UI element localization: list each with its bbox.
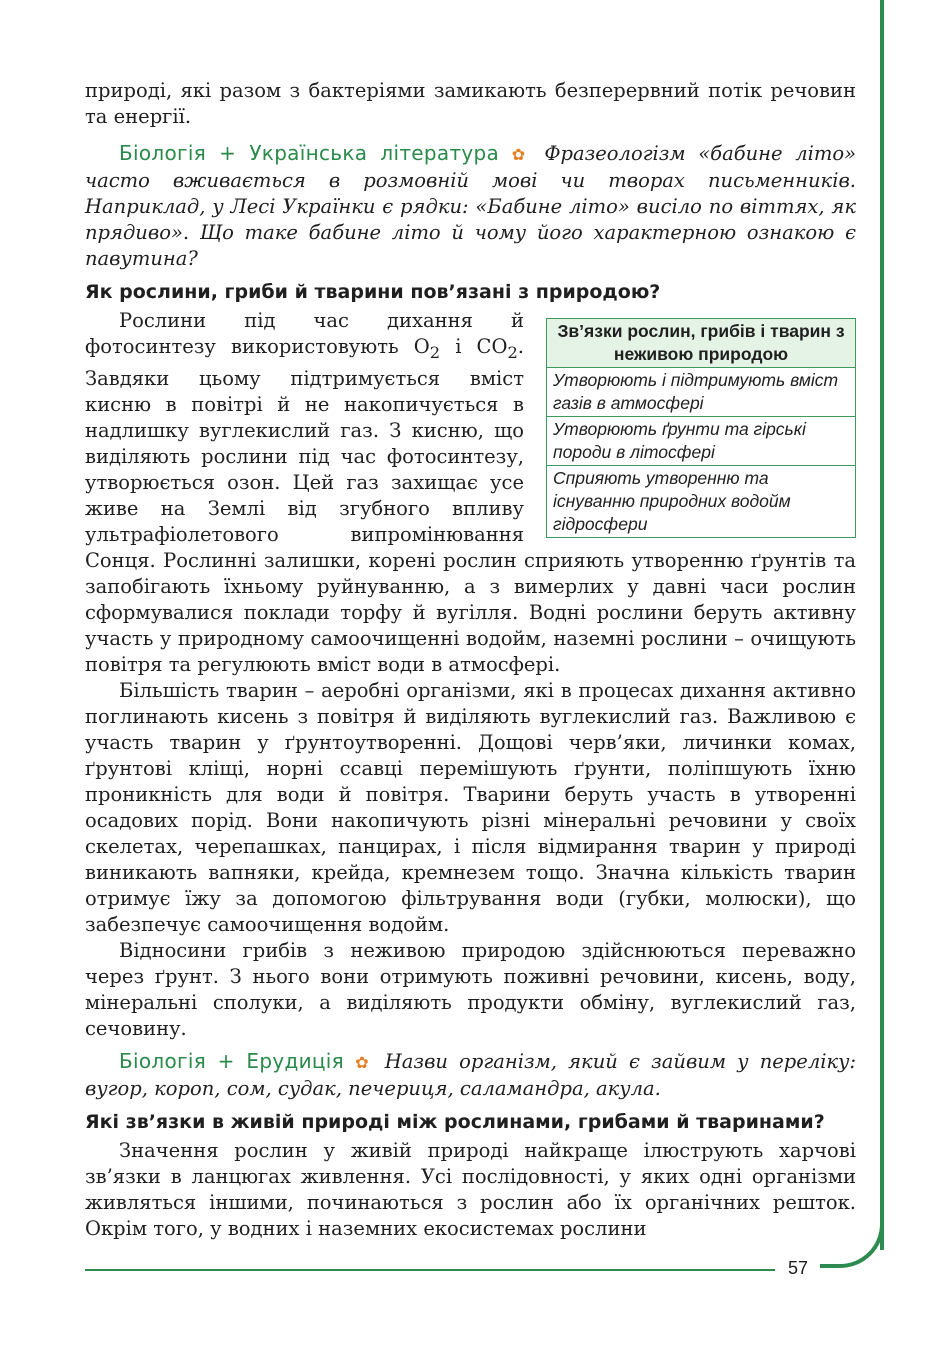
relations-table — [546, 318, 856, 538]
crossref-literature-title: Біологія + Українська література — [119, 141, 500, 165]
section-heading-nonliving: Як рослини, гриби й тварини пов’язані з природою? — [85, 281, 661, 303]
subscript: 2 — [507, 342, 518, 362]
paragraph-fungi: Відносини грибів з неживою природою здійснюються переважно через ґрунт. З нього вони отримують поживні речовини, кисень, воду, мінеральні сполуки, а виділяють продукти обміну, вуглекислий газ, сечовину. — [85, 938, 856, 1040]
crossref-erudition-text: Назви організм, який є зайвим у переліку: вугор, короп, сом, судак, печериця, саламандра, акула. — [85, 1049, 857, 1100]
subscript: 2 — [429, 342, 441, 362]
crossref-literature — [85, 140, 856, 272]
relations-table-row: Утворюють ґрунти та гірські породи в літосфері — [547, 417, 856, 466]
page-frame-right — [880, 0, 884, 1250]
crossref-erudition-title: Біологія + Ерудиція — [119, 1048, 344, 1073]
page-number: 57 — [788, 1258, 809, 1278]
crossref-literature-text: Фразеологізм «бабине літо» часто вживається в розмовній мові чи творах письменників. Наприклад, у Лесі Українки є рядки: «Бабине літо» висіло по віттях, як прядиво». Що таке бабине літо й чому його характерною ознакою є павутина? — [85, 142, 857, 270]
flower-icon: ✿ — [511, 145, 532, 164]
relations-table-row: Сприяють утворенню та існуванню природних водойм гідросфери — [547, 466, 856, 538]
relations-table-row: Утворюють і підтримують вміст газів в атмосфері — [547, 368, 856, 417]
paragraph-plants-start: Рослини під час дихання й фотосинтезу використовують O — [85, 309, 524, 358]
relations-table-header: Зв’язки рослин, грибів і тварин з неживою природою — [547, 319, 856, 368]
page-content — [85, 78, 856, 1242]
flower-icon: ✿ — [355, 1052, 374, 1072]
paragraph-plants-rest: . Завдяки цьому підтримується вміст кисню в повітрі й не накопичується в надлишку вуглекислий газ. З кисню, що виділяють рослини під час фотосинтезу, утворюється озон. Цей газ захищає усе живе на Землі від згубного впливу ультрафіолетового випромінювання Сонця. Рослинні залишки, корені рослин сприяють утворенню ґрунтів та запобігають їхньому руйнуванню, а з вимерлих у давні часи рослин сформувалися поклади торфу й вугілля. Водні рослини беруть активну участь у природному самоочищенні водойм, наземні рослини – очищують повітря та регулюють вміст води в атмосфері. — [85, 335, 856, 676]
paragraph-plants-mid: і CO — [440, 335, 508, 358]
paragraph-food-chains: Значення рослин у живій природі найкраще ілюструють харчові зв’язки в ланцюгах живлення. Усі послідовності, у яких одні організми живляться іншими, починаються з рослин або їх органічних решток. Окрім того, у водних і наземних екосистемах рослини — [85, 1138, 856, 1240]
page-bottom-line — [85, 1269, 775, 1271]
paragraph-animals: Більшість тварин – аеробні організми, які в процесах дихання активно поглинають кисень з повітря й виділяють вуглекислий газ. Важливою є участь тварин у ґрунтоутворенні. Дощові черв’яки, личинки комах, ґрунтові кліщі, норні ссавці перемішують ґрунти, поліпшують їхню проникність для води й повітря. Тварини беруть участь в утворенні осадових порід. Вони накопичують різні мінеральні речовини у своїх скелетах, черепашках, панцирах, і після відмирання тварин у природі виникають вапняки, крейда, кремнезем тощо. Значна кількість тварин отримує їжу за допомогою фільтрування води (губки, молюски), що забезпечує самоочищення водойм. — [85, 678, 856, 936]
section-heading-living: Які зв’язки в живій природі між рослинами, грибами й тваринами? — [85, 1110, 825, 1133]
crossref-erudition — [85, 1048, 856, 1102]
intro-paragraph: природі, які разом з бактеріями замикають безперервний потік речовин та енергії. — [85, 79, 856, 128]
